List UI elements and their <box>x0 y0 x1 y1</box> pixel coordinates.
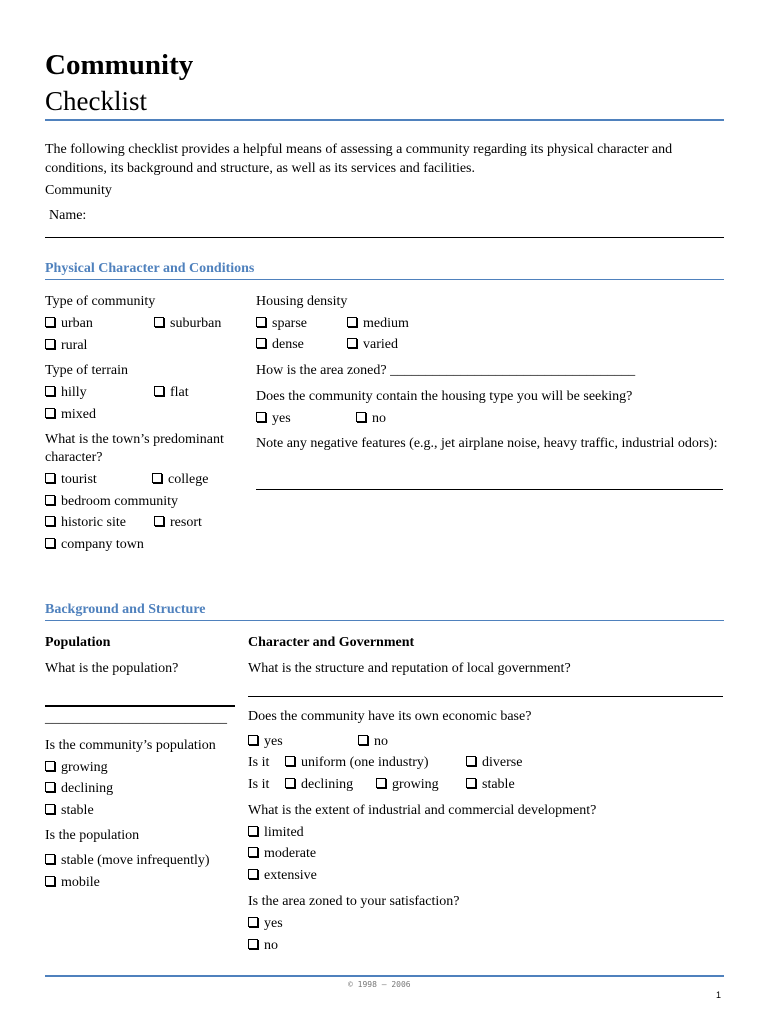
option-label: no <box>372 411 386 426</box>
government-heading: Character and Government <box>248 635 415 650</box>
checkbox-icon <box>45 761 55 771</box>
checkbox-icon <box>256 338 266 348</box>
checkbox-resort[interactable] <box>154 514 202 532</box>
section-heading-background: Background and Structure <box>45 602 206 617</box>
page-title: Community <box>45 49 194 81</box>
checkbox-limited[interactable] <box>248 824 304 842</box>
government-field[interactable] <box>248 696 723 697</box>
population-blank: __________________________ <box>45 711 227 726</box>
option-label: yes <box>272 411 291 426</box>
footer-divider <box>45 975 724 977</box>
checkbox-icon <box>154 516 164 526</box>
checkbox-extensive[interactable] <box>248 867 317 885</box>
area-zoned-question: How is the area zoned? ___________________________________ <box>256 363 636 378</box>
option-label: no <box>374 734 388 749</box>
option-label: college <box>168 472 209 487</box>
development-question: What is the extent of industrial and commercial development? <box>248 803 597 818</box>
checkbox-company-town[interactable] <box>45 536 144 554</box>
option-label: no <box>264 938 278 953</box>
checkbox-suburban[interactable] <box>154 315 221 333</box>
checkbox-icon <box>285 756 295 766</box>
option-label: yes <box>264 734 283 749</box>
checkbox-college[interactable] <box>152 471 208 489</box>
option-label: stable (move infrequently) <box>61 853 210 868</box>
checkbox-icon <box>466 756 476 766</box>
checkbox-zoned-yes[interactable] <box>248 915 283 933</box>
economic-base-question: Does the community have its own economic base? <box>248 709 532 724</box>
checkbox-icon <box>45 408 55 418</box>
checkbox-icon <box>376 778 386 788</box>
checkbox-housing-no[interactable] <box>356 410 386 428</box>
option-label: declining <box>61 781 114 796</box>
checkbox-stable-infrequent[interactable] <box>45 852 210 870</box>
checkbox-icon <box>45 473 55 483</box>
section-divider <box>45 620 724 621</box>
option-label: growing <box>61 760 108 775</box>
checkbox-medium[interactable] <box>347 315 409 333</box>
option-label: diverse <box>482 755 523 770</box>
checkbox-icon <box>256 412 266 422</box>
checkbox-historic-site[interactable] <box>45 514 126 532</box>
checkbox-icon <box>154 317 164 327</box>
page-number: 1 <box>716 990 722 1000</box>
checkbox-stable[interactable] <box>45 802 94 820</box>
checkbox-rural[interactable] <box>45 337 87 355</box>
checkbox-icon <box>347 317 357 327</box>
checkbox-icon <box>45 782 55 792</box>
checkbox-icon <box>248 917 258 927</box>
type-of-community-label: Type of community <box>45 294 156 309</box>
population-heading: Population <box>45 635 111 650</box>
option-label: resort <box>170 515 202 530</box>
title-divider <box>45 119 724 121</box>
checkbox-economic-no[interactable] <box>358 733 388 751</box>
checkbox-icon <box>285 778 295 788</box>
option-label: uniform (one industry) <box>301 755 429 770</box>
checkbox-varied[interactable] <box>347 336 398 354</box>
checkbox-mobile[interactable] <box>45 874 100 892</box>
community-label: Community <box>45 183 112 198</box>
option-label: flat <box>170 385 189 400</box>
housing-density-label: Housing density <box>256 294 348 309</box>
intro-paragraph: The following checklist provides a helpful means of assessing a community regarding its physical character and conditions, its background and structure, as well as its services and facilities. <box>45 142 673 176</box>
option-label: yes <box>264 916 283 931</box>
option-label: company town <box>61 537 144 552</box>
checkbox-icon <box>45 495 55 505</box>
option-label: tourist <box>61 472 97 487</box>
negative-features-question: Note any negative features (e.g., jet airplane noise, heavy traffic, industrial odors): <box>256 436 718 451</box>
section-heading-physical: Physical Character and Conditions <box>45 261 255 276</box>
is-it-label: Is it <box>248 777 270 792</box>
checkbox-icon <box>45 804 55 814</box>
page-subtitle: Checklist <box>45 86 147 116</box>
checkbox-icon <box>45 516 55 526</box>
housing-type-question: Does the community contain the housing type you will be seeking? <box>256 389 633 404</box>
checkbox-gov-stable[interactable] <box>466 776 515 794</box>
checkbox-declining[interactable] <box>45 780 113 798</box>
checkbox-icon <box>248 826 258 836</box>
checkbox-economic-yes[interactable] <box>248 733 283 751</box>
option-label: extensive <box>264 868 317 883</box>
negative-features-field[interactable] <box>256 489 723 490</box>
checkbox-hilly[interactable] <box>45 384 87 402</box>
option-label: varied <box>363 337 398 352</box>
checkbox-icon <box>45 386 55 396</box>
checkbox-mixed[interactable] <box>45 406 96 424</box>
zoned-satisfaction-question: Is the area zoned to your satisfaction? <box>248 894 460 909</box>
checkbox-growing[interactable] <box>45 759 108 777</box>
checkbox-icon <box>248 847 258 857</box>
checkbox-icon <box>45 317 55 327</box>
checkbox-uniform[interactable] <box>285 754 429 772</box>
option-label: sparse <box>272 316 307 331</box>
checkbox-icon <box>356 412 366 422</box>
option-label: moderate <box>264 846 317 861</box>
population-trend-label: Is the community’s population <box>45 738 216 753</box>
copyright-text: © 1998 – 2006 <box>348 980 411 989</box>
option-label: stable <box>482 777 515 792</box>
checkbox-icon <box>466 778 476 788</box>
government-question: What is the structure and reputation of local government? <box>248 661 571 676</box>
name-field[interactable] <box>45 237 724 238</box>
option-label: growing <box>392 777 439 792</box>
checkbox-icon <box>347 338 357 348</box>
type-of-terrain-label: Type of terrain <box>45 363 128 378</box>
option-label: mobile <box>61 875 100 890</box>
section-divider <box>45 279 724 280</box>
checkbox-diverse[interactable] <box>466 754 522 772</box>
checkbox-icon <box>256 317 266 327</box>
checkbox-dense[interactable] <box>256 336 304 354</box>
option-label: suburban <box>170 316 222 331</box>
checkbox-gov-declining[interactable] <box>285 776 353 794</box>
population-field[interactable] <box>45 705 235 707</box>
checkbox-housing-yes[interactable] <box>256 410 291 428</box>
population-mobility-label: Is the population <box>45 828 140 843</box>
checkbox-icon <box>358 735 368 745</box>
checkbox-sparse[interactable] <box>256 315 307 333</box>
checkbox-icon <box>248 869 258 879</box>
option-label: urban <box>61 316 93 331</box>
checkbox-moderate[interactable] <box>248 845 316 863</box>
option-label: mixed <box>61 407 96 422</box>
option-label: historic site <box>61 515 126 530</box>
checkbox-icon <box>45 538 55 548</box>
option-label: hilly <box>61 385 87 400</box>
checkbox-icon <box>45 339 55 349</box>
checkbox-zoned-no[interactable] <box>248 937 278 955</box>
predominant-character-label: What is the town’s predominant character? <box>45 432 224 465</box>
checkbox-icon <box>152 473 162 483</box>
option-label: medium <box>363 316 409 331</box>
checkbox-tourist[interactable] <box>45 471 97 489</box>
checkbox-gov-growing[interactable] <box>376 776 439 794</box>
checkbox-icon <box>154 386 164 396</box>
checkbox-bedroom-community[interactable] <box>45 493 178 511</box>
option-label: stable <box>61 803 94 818</box>
checkbox-icon <box>248 735 258 745</box>
option-label: dense <box>272 337 304 352</box>
option-label: declining <box>301 777 354 792</box>
checkbox-flat[interactable] <box>154 384 189 402</box>
option-label: limited <box>264 825 304 840</box>
option-label: rural <box>61 338 88 353</box>
checkbox-urban[interactable] <box>45 315 93 333</box>
checkbox-icon <box>45 876 55 886</box>
option-label: bedroom community <box>61 494 179 509</box>
population-question: What is the population? <box>45 661 179 676</box>
checkbox-icon <box>248 939 258 949</box>
checkbox-icon <box>45 854 55 864</box>
is-it-label: Is it <box>248 755 270 770</box>
name-label: Name: <box>49 208 87 223</box>
